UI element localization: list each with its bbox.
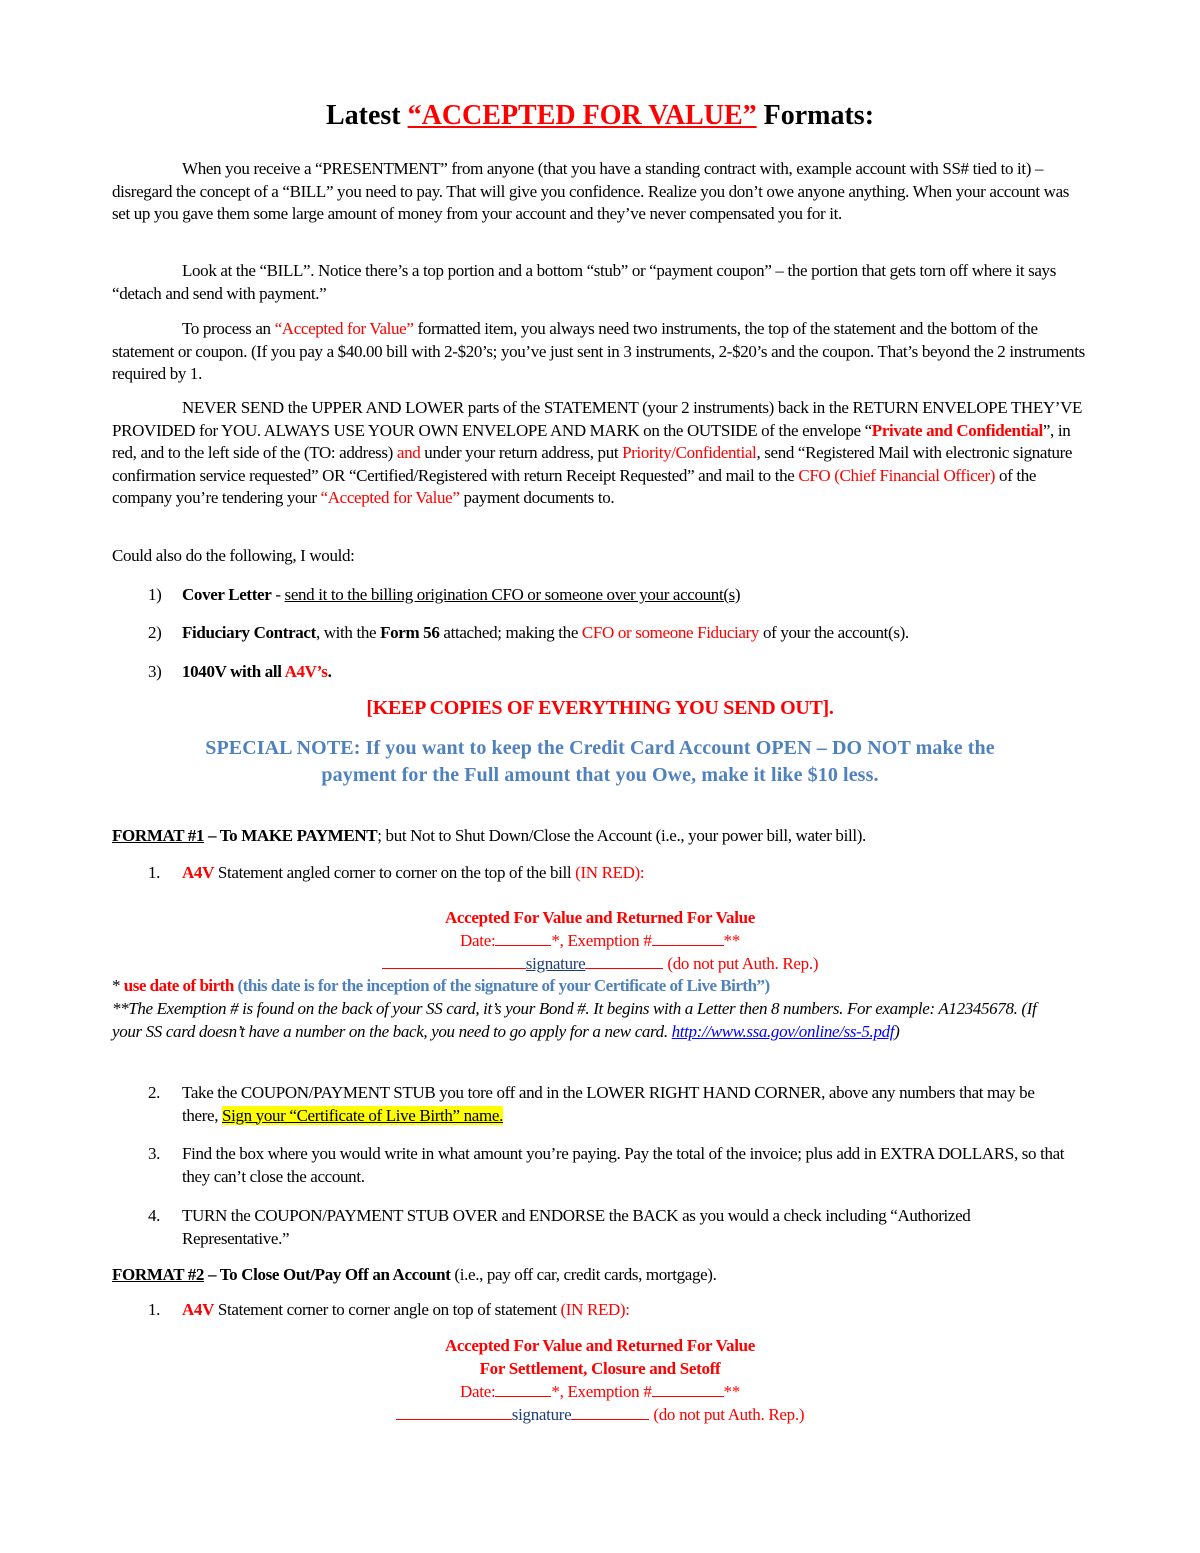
paragraph-never-send: NEVER SEND the UPPER AND LOWER parts of the STATEMENT (your 2 instruments) back in the RETURN ENVELOPE THEY’VE PROVIDED for YOU. ALWAYS USE YOUR OWN ENVELOPE AND MARK on the OUTSIDE of the envelope “Private and Confidential”, in red, and to the left side of the (TO: address) and under your return address, put Priority/Confidential, send “Registered Mail with electronic signature confirmation service requested” OR “Certified/Registered with return Receipt Requested” and mail to the CFO (Chief Financial Officer) of the company you’re tendering your “Accepted for Value” payment documents to. bbox=[112, 398, 1083, 507]
page-title bbox=[0, 100, 1200, 132]
exemption-blank bbox=[652, 1381, 724, 1397]
document-page: Latest “ACCEPTED FOR VALUE” Formats: When you receive a “PRESENTMENT” from anyone (that you have a standing contract with, example account with SS# tied to it) – disregard the concept of a “BILL” you need to pay. That will give you confidence. Realize you don’t owe anyone anything. When your account was set up you gave them some large amount of money from your account and they’ve never compensated you for it. Look at the “BILL”. Notice there’s a top portion and a bottom “stub” or “payment coupon” – the portion that gets torn off where it says “detach and send with payment.” To process an “Accepted for Value” formatted item, you always need two instruments, the top of the statement and the bottom of the statement or coupon. (If you pay a $40.00 bill with 2-$20’s; you’ve just sent in 3 instruments, 2-$20’s and the coupon. That’s beyond the 2 instruments required by 1. NEVER SEND the UPPER AND LOWER parts of the STATEMENT (your 2 instruments) back in the RETURN ENVELOPE THEY’VE PROVIDED for YOU. ALWAYS USE YOUR OWN ENVELOPE AND MARK on the OUTSIDE of the envelope “Private and Confidential”, in red, and to the left side of the (TO: address) and under your return address, put Priority/Confidential, send “Registered Mail with electronic signature confirmation service requested” OR “Certified/Registered with return Receipt Requested” and mail to the CFO (Chief Financial Officer) of the company you’re tendering your “Accepted for Value” payment documents to. Could also do the following, I would: 1) Cover Letter - send it to the billing origination CFO or someone over your account(s) 2) Fiduciary Contract, with the Form 56 attached; making the CFO or someone Fiduciary of your the account(s). 3) 1040V with all A4V’s. [KEEP COPIES OF EVERYTHING YOU SEND OUT]. SPECIAL NOTE: If you want to keep the Credit Card Account OPEN – DO NOT make the payment for the Full amount that you Owe, make it like $10 less. FORMAT #1 – To MAKE PAYMENT; but Not to Shut Down/Close the Account (i.e., your power bill, water bill). 1. A4V Statement angled corner to corner on the top of the bill (IN RED): Accepted For Value and Returned For Value Date: *, Exemption # ** signature (do not put Auth. Rep.) * use date of birth (this date is for the inception of the signature of your Certificate of Live Birth”) **The Exemption # is found on the back of your SS card, it’s your Bond #. It begins with a Letter then 8 numbers. For example: A12345678. (If your SS card doesn’t have a number on the back, you need to go apply for a new card. http://www.ssa.gov/online/ss-5.pdf) 2. Take the COUPON/PAYMENT STUB you tore off and in the LOWER RIGHT HAND CORNER, above any numbers that may be there, Sign your “Certificate of Live Birth” name. 3. Find the box where you would write in what amount you’re paying. Pay the total of the invoice; plus add in EXTRA DOLLARS, so that they can’t close the account. 4. TURN the COUPON/PAYMENT STUB OVER and ENDORSE the BACK as you would a check including “Authorized Representative.” FORMAT #2 – To Close Out/Pay Off an Account (i.e., pay off car, credit cards, mortgage). 1. A4V Statement corner to corner angle on top of statement (IN RED): Accepted For Value and Returned For Value For Settlement, Closure and Setoff Date: *, Exemption # ** signature (do not put Auth. Rep.) bbox=[0, 0, 1200, 1553]
footnote-date-of-birth: * use date of birth (this date is for the inception of the signature of your Certificate of Live Birth”) bbox=[112, 976, 770, 995]
highlighted-instruction: Sign your “Certificate of Live Birth” name. bbox=[222, 1105, 503, 1125]
paragraph-process: To process an “Accepted for Value” formatted item, you always need two instruments, the top of the statement and the bottom of the statement or coupon. (If you pay a $40.00 bill with 2-$20’s; you’ve just sent in 3 instruments, 2-$20’s and the coupon. That’s beyond the 2 instruments required by 1. bbox=[112, 319, 1085, 383]
signature-label: signature bbox=[511, 1405, 572, 1424]
date-blank bbox=[495, 930, 551, 946]
title-highlight: “ACCEPTED FOR VALUE” bbox=[407, 100, 757, 131]
format1-stamp: Accepted For Value and Returned For Value Date: *, Exemption # ** signature (do not put Auth. Rep.) bbox=[0, 906, 1200, 975]
paragraph-look-at-bill: Look at the “BILL”. Notice there’s a top portion and a bottom “stub” or “payment coupon” – the portion that gets torn off where it says “detach and send with payment.” bbox=[112, 261, 1056, 303]
signature-blank-right bbox=[585, 953, 663, 969]
ssa-form-link[interactable]: http://www.ssa.gov/online/ss-5.pdf bbox=[671, 1021, 895, 1041]
format2-heading: FORMAT #2 – To Close Out/Pay Off an Account (i.e., pay off car, credit cards, mortgage). bbox=[112, 1265, 717, 1284]
signature-blank-left bbox=[396, 1404, 512, 1420]
signature-blank-right bbox=[571, 1404, 649, 1420]
title-prefix: Latest bbox=[325, 100, 408, 131]
format1-heading: FORMAT #1 – To MAKE PAYMENT; but Not to Shut Down/Close the Account (i.e., your power bill, water bill). bbox=[112, 826, 866, 845]
signature-label: signature bbox=[525, 954, 586, 973]
signature-blank-left bbox=[382, 953, 526, 969]
paragraph-presentment: When you receive a “PRESENTMENT” from anyone (that you have a standing contract with, example account with SS# tied to it) – disregard the concept of a “BILL” you need to pay. That will give you confidence. Realize you don’t owe anyone anything. When your account was set up you gave them some large amount of money from your account and they’ve never compensated you for it. bbox=[112, 159, 1070, 223]
title-suffix: Formats: bbox=[756, 100, 875, 131]
paragraph-could-also: Could also do the following, I would: bbox=[112, 546, 355, 565]
exemption-blank bbox=[652, 930, 724, 946]
keep-copies-notice: [KEEP COPIES OF EVERYTHING YOU SEND OUT]. bbox=[366, 697, 834, 719]
format2-stamp: Accepted For Value and Returned For Value For Settlement, Closure and Setoff Date: *, Exemption # ** signature (do not put Auth. Rep.) bbox=[0, 1334, 1200, 1426]
special-note: SPECIAL NOTE: If you want to keep the Credit Card Account OPEN – DO NOT make the payment for the Full amount that you Owe, make it like $10 less. bbox=[205, 737, 995, 786]
footnote-exemption: **The Exemption # is found on the back of your SS card, it’s your Bond #. It begins with a Letter then 8 numbers. For example: A12345678. (If your SS card doesn’t have a number on the back, you need to go apply for a new card. http://www.ssa.gov/online/ss-5.pdf) bbox=[112, 999, 1037, 1041]
date-blank bbox=[495, 1381, 551, 1397]
